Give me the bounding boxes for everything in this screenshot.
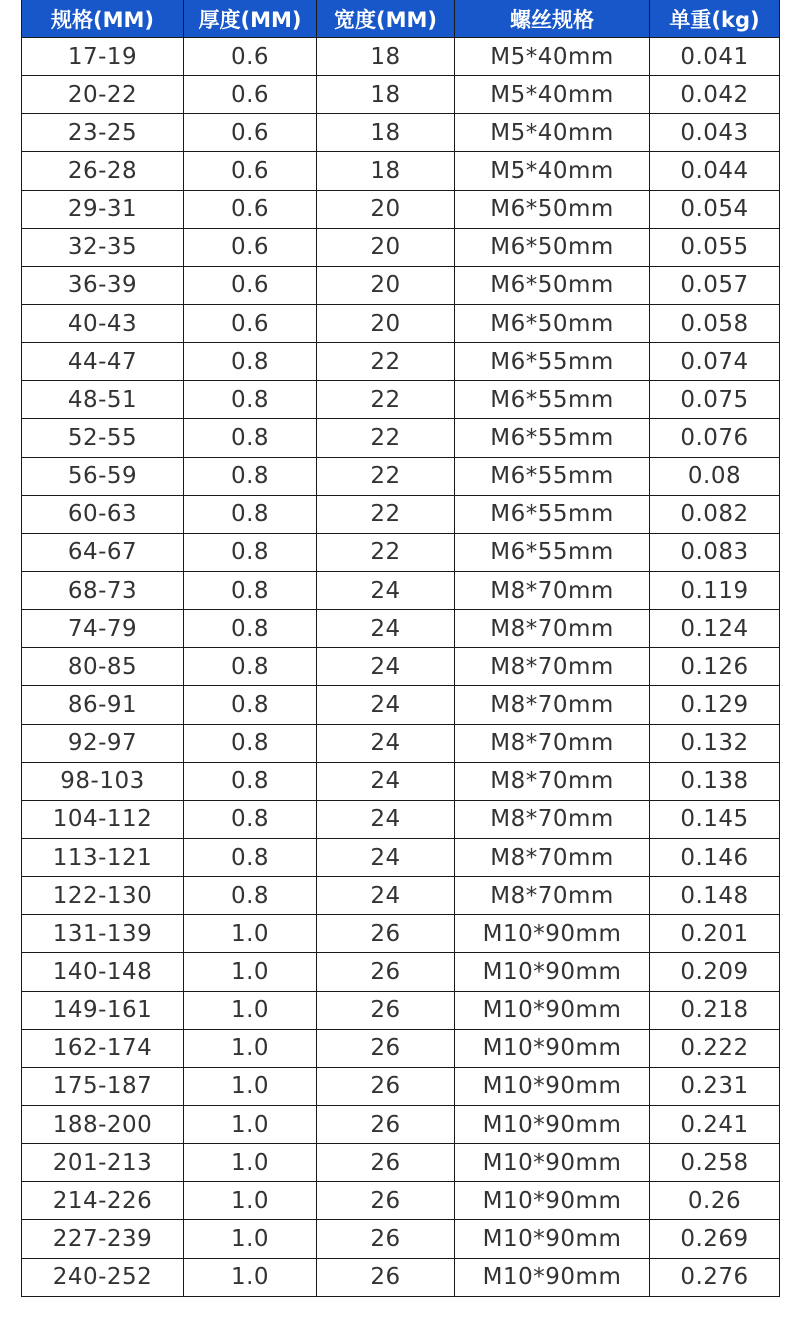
cell-width: 24 [317,877,455,915]
table-row [22,533,780,571]
cell-width: 22 [317,419,455,457]
cell-spec: 140-148 [22,953,184,991]
cell-width: 22 [317,495,455,533]
cell-spec: 113-121 [22,838,184,876]
cell-width: 20 [317,304,455,342]
table-row [22,915,780,953]
table-row [22,457,780,495]
cell-spec: 36-39 [22,266,184,304]
table-row [22,1105,780,1143]
header-thickness: 厚度(MM) [184,0,317,38]
cell-spec: 23-25 [22,114,184,152]
table-row [22,304,780,342]
cell-spec: 40-43 [22,304,184,342]
cell-spec: 74-79 [22,610,184,648]
cell-unit-weight: 0.044 [650,152,780,190]
spec-table [21,0,780,1297]
cell-spec: 80-85 [22,648,184,686]
cell-thickness: 0.8 [184,800,317,838]
cell-spec: 56-59 [22,457,184,495]
cell-screw-spec: M6*50mm [455,304,650,342]
cell-unit-weight: 0.076 [650,419,780,457]
cell-screw-spec: M8*70mm [455,610,650,648]
cell-unit-weight: 0.08 [650,457,780,495]
table-row [22,762,780,800]
cell-thickness: 0.8 [184,877,317,915]
cell-spec: 122-130 [22,877,184,915]
cell-spec: 149-161 [22,991,184,1029]
cell-unit-weight: 0.231 [650,1067,780,1105]
cell-spec: 188-200 [22,1105,184,1143]
cell-width: 20 [317,266,455,304]
table-row [22,838,780,876]
table-row [22,419,780,457]
cell-thickness: 1.0 [184,1067,317,1105]
cell-spec: 98-103 [22,762,184,800]
cell-thickness: 0.8 [184,838,317,876]
cell-screw-spec: M6*55mm [455,381,650,419]
table-row [22,1182,780,1220]
cell-thickness: 0.6 [184,76,317,114]
cell-unit-weight: 0.057 [650,266,780,304]
cell-spec: 20-22 [22,76,184,114]
cell-width: 26 [317,1029,455,1067]
table-row [22,800,780,838]
cell-screw-spec: M8*70mm [455,800,650,838]
cell-thickness: 1.0 [184,1258,317,1296]
table-row [22,1144,780,1182]
cell-unit-weight: 0.043 [650,114,780,152]
cell-thickness: 0.8 [184,381,317,419]
table-row [22,686,780,724]
cell-unit-weight: 0.054 [650,190,780,228]
cell-thickness: 1.0 [184,1220,317,1258]
cell-screw-spec: M6*50mm [455,266,650,304]
table-row [22,1029,780,1067]
table-row [22,343,780,381]
cell-screw-spec: M10*90mm [455,991,650,1029]
header-screw-spec: 螺丝规格 [455,0,650,38]
table-row [22,381,780,419]
cell-width: 26 [317,1067,455,1105]
cell-thickness: 1.0 [184,1182,317,1220]
cell-unit-weight: 0.241 [650,1105,780,1143]
table-row [22,76,780,114]
header-width: 宽度(MM) [317,0,455,38]
cell-spec: 214-226 [22,1182,184,1220]
cell-width: 20 [317,228,455,266]
cell-screw-spec: M5*40mm [455,152,650,190]
cell-thickness: 1.0 [184,1144,317,1182]
cell-unit-weight: 0.074 [650,343,780,381]
cell-thickness: 0.6 [184,228,317,266]
cell-thickness: 0.8 [184,648,317,686]
cell-unit-weight: 0.209 [650,953,780,991]
table-row [22,571,780,609]
cell-screw-spec: M6*55mm [455,495,650,533]
cell-spec: 86-91 [22,686,184,724]
cell-width: 22 [317,533,455,571]
cell-unit-weight: 0.222 [650,1029,780,1067]
cell-width: 24 [317,800,455,838]
table-row [22,152,780,190]
table-row [22,228,780,266]
table-row [22,266,780,304]
cell-screw-spec: M10*90mm [455,915,650,953]
cell-spec: 17-19 [22,38,184,76]
cell-screw-spec: M8*70mm [455,571,650,609]
cell-thickness: 0.8 [184,495,317,533]
cell-screw-spec: M8*70mm [455,724,650,762]
cell-thickness: 0.8 [184,457,317,495]
table-body [22,38,780,1297]
cell-spec: 48-51 [22,381,184,419]
cell-spec: 201-213 [22,1144,184,1182]
cell-unit-weight: 0.26 [650,1182,780,1220]
cell-unit-weight: 0.126 [650,648,780,686]
cell-screw-spec: M6*50mm [455,190,650,228]
cell-thickness: 0.8 [184,610,317,648]
cell-screw-spec: M6*55mm [455,419,650,457]
cell-width: 24 [317,686,455,724]
cell-screw-spec: M6*50mm [455,228,650,266]
cell-screw-spec: M5*40mm [455,76,650,114]
cell-thickness: 0.8 [184,686,317,724]
cell-unit-weight: 0.041 [650,38,780,76]
cell-screw-spec: M10*90mm [455,1144,650,1182]
cell-width: 24 [317,610,455,648]
cell-screw-spec: M10*90mm [455,1029,650,1067]
cell-screw-spec: M8*70mm [455,686,650,724]
cell-spec: 175-187 [22,1067,184,1105]
cell-thickness: 0.8 [184,419,317,457]
cell-unit-weight: 0.124 [650,610,780,648]
table-row [22,953,780,991]
cell-width: 18 [317,152,455,190]
cell-spec: 52-55 [22,419,184,457]
cell-unit-weight: 0.082 [650,495,780,533]
cell-unit-weight: 0.042 [650,76,780,114]
cell-unit-weight: 0.138 [650,762,780,800]
cell-unit-weight: 0.276 [650,1258,780,1296]
cell-screw-spec: M8*70mm [455,877,650,915]
cell-thickness: 0.6 [184,38,317,76]
cell-unit-weight: 0.055 [650,228,780,266]
cell-unit-weight: 0.258 [650,1144,780,1182]
cell-thickness: 1.0 [184,915,317,953]
cell-width: 18 [317,76,455,114]
cell-spec: 26-28 [22,152,184,190]
cell-unit-weight: 0.129 [650,686,780,724]
cell-spec: 240-252 [22,1258,184,1296]
cell-thickness: 0.8 [184,762,317,800]
cell-spec: 227-239 [22,1220,184,1258]
table-row [22,610,780,648]
cell-width: 26 [317,1258,455,1296]
cell-width: 26 [317,1144,455,1182]
cell-spec: 162-174 [22,1029,184,1067]
cell-unit-weight: 0.075 [650,381,780,419]
cell-spec: 68-73 [22,571,184,609]
cell-screw-spec: M5*40mm [455,114,650,152]
cell-unit-weight: 0.145 [650,800,780,838]
cell-spec: 32-35 [22,228,184,266]
cell-width: 22 [317,381,455,419]
cell-unit-weight: 0.119 [650,571,780,609]
cell-unit-weight: 0.201 [650,915,780,953]
cell-thickness: 0.6 [184,304,317,342]
cell-width: 24 [317,762,455,800]
cell-screw-spec: M10*90mm [455,1258,650,1296]
cell-screw-spec: M10*90mm [455,953,650,991]
cell-unit-weight: 0.083 [650,533,780,571]
cell-unit-weight: 0.148 [650,877,780,915]
cell-screw-spec: M10*90mm [455,1067,650,1105]
header-row [22,0,780,38]
cell-spec: 92-97 [22,724,184,762]
cell-spec: 29-31 [22,190,184,228]
cell-spec: 44-47 [22,343,184,381]
cell-thickness: 1.0 [184,1105,317,1143]
cell-width: 18 [317,114,455,152]
table-row [22,114,780,152]
cell-thickness: 1.0 [184,1029,317,1067]
cell-width: 26 [317,1220,455,1258]
cell-thickness: 0.6 [184,190,317,228]
cell-spec: 131-139 [22,915,184,953]
cell-width: 26 [317,1182,455,1220]
table-row [22,877,780,915]
header-unit-weight: 单重(kg) [650,0,780,38]
cell-width: 18 [317,38,455,76]
cell-unit-weight: 0.218 [650,991,780,1029]
cell-width: 20 [317,190,455,228]
cell-width: 26 [317,953,455,991]
cell-thickness: 0.6 [184,152,317,190]
cell-unit-weight: 0.132 [650,724,780,762]
cell-screw-spec: M8*70mm [455,838,650,876]
table-row [22,38,780,76]
cell-width: 22 [317,457,455,495]
table-row [22,991,780,1029]
cell-screw-spec: M8*70mm [455,648,650,686]
table-row [22,1220,780,1258]
cell-thickness: 0.8 [184,571,317,609]
cell-screw-spec: M6*55mm [455,533,650,571]
cell-spec: 64-67 [22,533,184,571]
cell-width: 26 [317,1105,455,1143]
table-header [22,0,780,38]
table-row [22,1258,780,1296]
table-row [22,190,780,228]
cell-unit-weight: 0.146 [650,838,780,876]
cell-thickness: 0.8 [184,533,317,571]
cell-width: 24 [317,571,455,609]
cell-spec: 104-112 [22,800,184,838]
header-spec: 规格(MM) [22,0,184,38]
cell-screw-spec: M8*70mm [455,762,650,800]
cell-thickness: 0.8 [184,724,317,762]
cell-screw-spec: M10*90mm [455,1105,650,1143]
cell-width: 22 [317,343,455,381]
table-row [22,648,780,686]
cell-thickness: 1.0 [184,953,317,991]
table-row [22,1067,780,1105]
cell-thickness: 0.6 [184,114,317,152]
cell-screw-spec: M5*40mm [455,38,650,76]
cell-width: 24 [317,648,455,686]
cell-spec: 60-63 [22,495,184,533]
cell-thickness: 0.8 [184,343,317,381]
cell-screw-spec: M6*55mm [455,457,650,495]
cell-screw-spec: M6*55mm [455,343,650,381]
table-row [22,724,780,762]
cell-unit-weight: 0.269 [650,1220,780,1258]
cell-thickness: 1.0 [184,991,317,1029]
cell-thickness: 0.6 [184,266,317,304]
cell-width: 26 [317,991,455,1029]
cell-width: 26 [317,915,455,953]
cell-screw-spec: M10*90mm [455,1182,650,1220]
cell-screw-spec: M10*90mm [455,1220,650,1258]
table-row [22,495,780,533]
cell-unit-weight: 0.058 [650,304,780,342]
cell-width: 24 [317,724,455,762]
cell-width: 24 [317,838,455,876]
